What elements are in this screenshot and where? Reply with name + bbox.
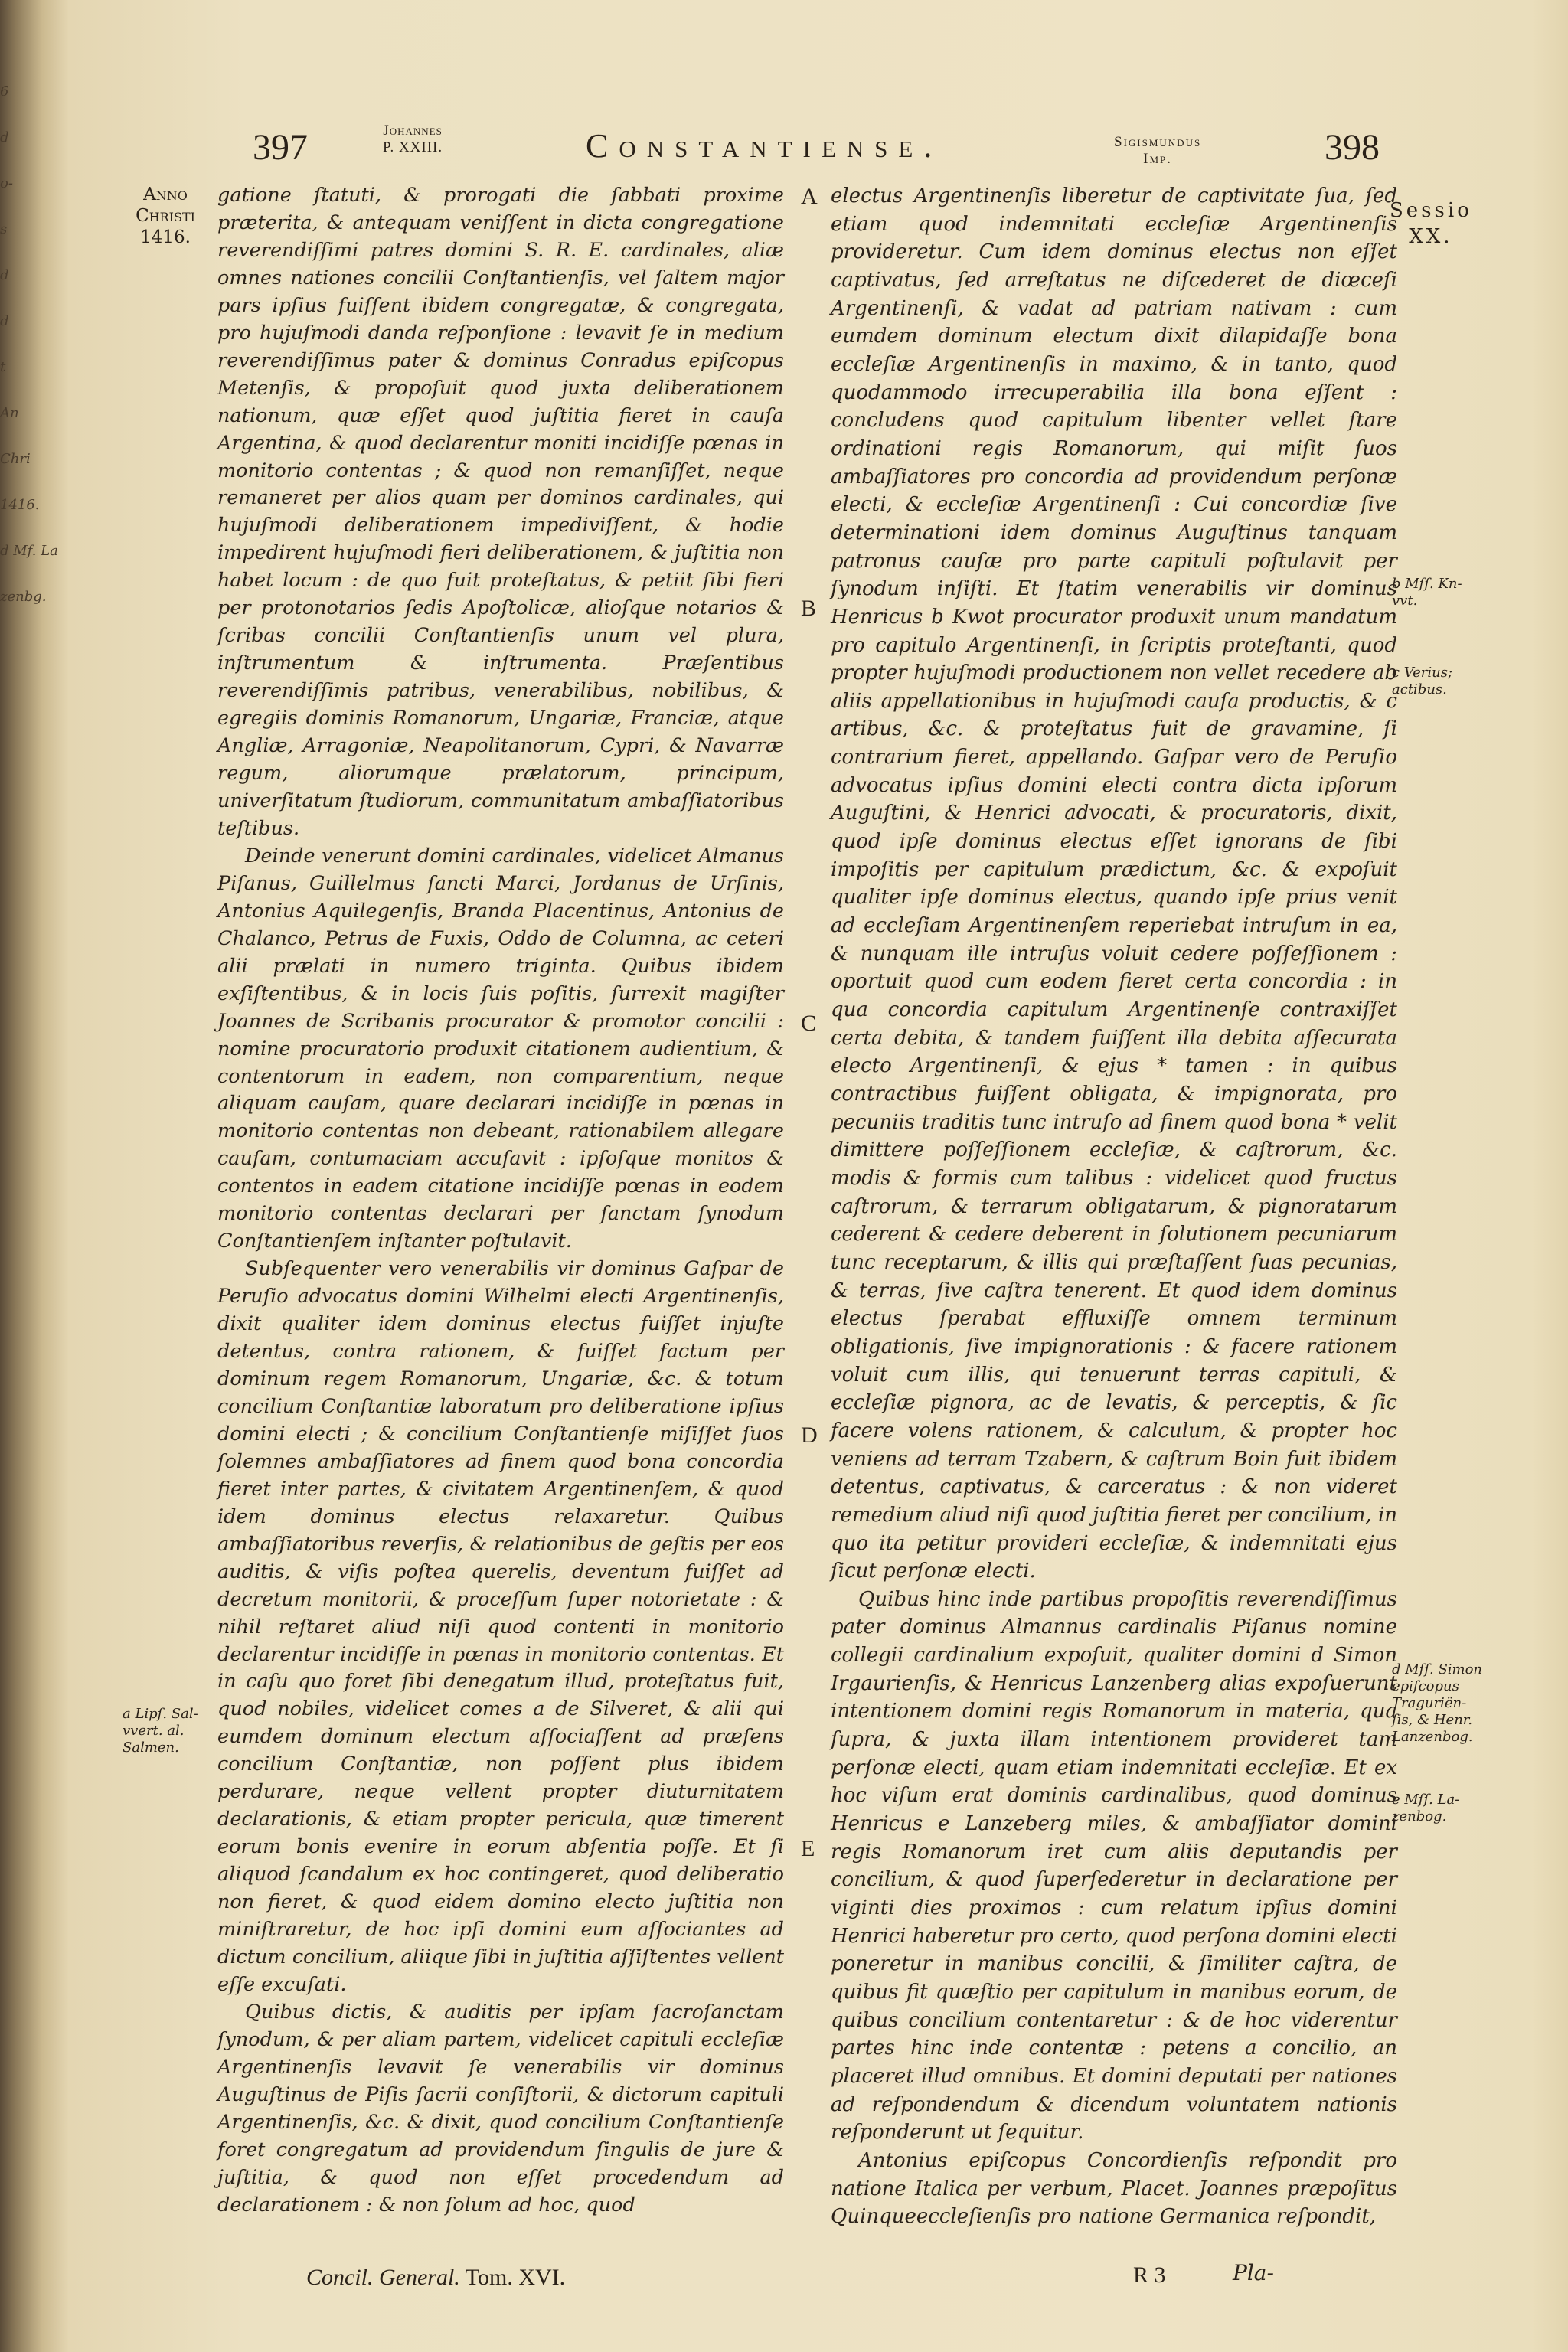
fragment: d bbox=[0, 267, 9, 283]
paragraph: gatione ſtatuti, & prorogati die ſabbati proxime præterita, & antequam veniſſent in dicta congregatione reverendiſſimi patres domini S. R. E. cardinales, aliæ omnes nationes concilii Conſtantienſis, vel ſaltem major pars ipſius fuiſſent ibidem congregatæ, & congregata, pro hujuſmodi danda reſponſione : levavit ſe in medium reverendiſſimus pater & dominus Conradus epiſcopus Metenſis, & propoſuit quod juxta deliberationem nationum, quæ eſſet quod juſtitia fieret in cauſa Argentina, & quod declarentur moniti incidiſſe pœnas in monitorio contentas ; & quod non remanſiſſet, neque remaneret per alios quam per dominos cardinales, qui hujuſmodi deliberationem impediviſſent, & hodie impedirent hujuſmodi fieri deliberationem, & juſtitia non habet locum : de quo fuit proteſtatus, & petiit ſibi fieri per protonotarios ſedis Apoſtolicæ, alioſque notarios & ſcribas concilii Conſtantienſis unum vel plura, inſtrumentum & inſtrumenta. Præſentibus reverendiſſimis patribus, venerabilibus, nobilibus, & egregiis dominis Romanorum, Ungariæ, Franciæ, atque Angliæ, Arragoniæ, Neapolitanorum, Cypri, & Navarræ regum, aliorumque prælatorum, principum, univerſitatum ſtudiorum, communitatum ambaſſiatoribus teſtibus. bbox=[217, 184, 784, 840]
left-column bbox=[217, 182, 784, 2220]
fragment: d Mf. La bbox=[0, 543, 58, 559]
note-line: ſis, & Henr. bbox=[1392, 1712, 1473, 1728]
paragraph: electus Argentinenſis liberetur de captivitate ſua, ſed etiam quod indemnitati eccleſiæ Argentinenſis provideretur. Cum idem dominus electus non eſſet captivatus, ſed arreſtatus ne diſcederet de diœceſi Argentinenſi, & vadat ad patriam nativam : cum eumdem dominum electum dixit dilapidaſſe bona eccleſiæ Argentinenſis in maximo, & in tanto, quod quodammodo irrecuperabilia illa bona eſſent : concludens quod capitulum libenter vellet ſtare ordinationi regis Romanorum, qui miſit ſuos ambaſſiatores pro concordia ad providendum perſonæ electi, & eccleſiæ Argentinenſi : Cui concordiæ ſive determinationi idem dominus Auguſtinus tanquam patronus cauſæ pro parte capituli poſtulavit per ſynodum inſiſti. Et ſtatim venerabilis vir dominus Henricus b Kwot procurator produxit unum mandatum pro capitulo Argentinenſi, in ſcriptis proteſtanti, quod propter hujuſmodi productionem non vellet recedere ab aliis appellationibus in hujuſmodi cauſa productis, & c artibus, &c. & proteſtatus fuit de gravamine, ſi contrarium fieret, appellando. Gaſpar vero de Peruſio advocatus ipſius domini electi contra dicta ipſorum Auguſtini, & Henrici advocati, & procuratoris, dixit, quod ipſe dominus electus eſſet ignorans de ſibi impoſitis per capitulum prædictum, &c. & expoſuit qualiter ipſe dominus electus, quando ipſe prius venit ad eccleſiam Argentinenſem reperiebat intruſum in ea, & nunquam ille intruſus voluit cedere poſſeſſionem : oportuit quod cum eodem fieret certa concordia : in qua concordia capitulum Argentinenſe contraxiſſet certa debita, & tandem fuiſſent illa debita aſſecurata electo Argentinenſi, & ejus * tamen : in quibus contractibus fuiſſent obligata, & impignorata, pro pecuniis traditis tunc intruſo ad finem quod bona * velit dimittere poſſeſſionem eccleſiæ, & caſtrorum, &c. modis & formis cum talibus : videlicet quod fructus caſtrorum, & terrarum obligatarum, & pignoratarum cederent & cedere deberent in ſolutionem pecuniarum tunc receptarum, & illis qui præſtaſſent ſuas pecunias, & terras, ſive caſtra tenerent. Et quod idem dominus electus ſperabat effluxiſſe omnem terminum obligationis, ſive impignorationis : & facere rationem voluit cum illis, qui tenuerunt terras capituli, & eccleſiæ pignora, ac de levatis, & perceptis, & ſic facere volens rationem, & calculum, & propter hoc veniens ad terram Tzabern, & caſtrum Boin fuit ibidem detentus, captivatus, & carceratus : & non videret remedium aliud niſi quod juſtitia fieret per concilium, in quo ita petitur provideri eccleſiæ, & indemnitati ejus ſicut perſonæ electi. bbox=[831, 185, 1397, 1583]
section-letter-b: B bbox=[801, 596, 817, 621]
catchword: Pla- bbox=[1233, 2260, 1274, 2285]
paragraph: Subſequenter vero venerabilis vir dominus Gaſpar de Peruſio advocatus domini Wilhelmi electi Argentinenſis, dixit qualiter idem dominus electus fuiſſet injuſte detentus, contra rationem, & fuiſſet factum per dominum regem Romanorum, Ungariæ, &c. & totum concilium Conſtantiæ laboratum pro deliberatione ipſius domini electi ; & concilium Conſtantienſe miſiſſet ſuos ſolemnes ambaſſiatores ad finem quod bona concordia fieret inter partes, & civitatem Argentinenſem, & quod idem dominus electus relaxaretur. Quibus ambaſſiatoribus reverſis, & relationibus de geſtis per eos auditis, & viſis poſtea querelis, deventum fuiſſet ad decretum monitorii, & proceſſum ſuper notorietate : & nihil reſtaret aliud niſi quod contenti in monitorio declarentur incidiſſe in pœnas in monitorio contentas. Et in caſu quo foret ſibi denegatum illud, proteſtatus fuit, quod nobiles, videlicet comes a de Silveret, & alii qui eumdem dominum electum aſſociaſſent ad præſens concilium Conſtantiæ, non poſſent plus ibidem perdurare, neque vellent propter diuturnitatem declarationis, & etiam propter pericula, quæ timerent eorum bonis evenire in eorum abſentia poſſe. Et ſi aliquod ſcandalum ex hoc contingeret, quod deliberatio non fieret, & quod eidem domino electo juſtitia non miniſtraretur, de hoc ipſi domini eum aſſociantes ad dictum concilium, aliique ſibi in juſtitia aſſiſtentes vellent eſſe excuſati. bbox=[217, 1257, 784, 1996]
sidenote-line: Christi bbox=[136, 206, 195, 226]
previous-page-edge bbox=[0, 69, 61, 2328]
paragraph: Deinde venerunt domini cardinales, videlicet Almanus Piſanus, Guillelmus ſancti Marci, Jordanus de Urſinis, Antonius Aquilegenſis, Branda Placentinus, Antonius de Chalanco, Petrus de Fuxis, Oddo de Columna, ac ceteri alii prælati in numero triginta. Quibus ibidem exſiſtentibus, & in locis ſuis poſitis, ſurrexit magiſter Joannes de Scribanis procurator & promotor concilii : nomine procuratorio produxit citationem audientium, & contentorum in eadem, non comparentium, neque aliquam cauſam, quare declarari incidiſſe in pœnas in monitorio contentas non debeant, rationabilem allegare cauſam, contumaciam accuſavit : ipſoſque monitos & contentos in eadem citatione incidiſſe pœnas in eodem monitorio contentas declarari per ſanctam ſynodum Conſtantienſem inſtanter poſtulavit. bbox=[217, 844, 784, 1253]
note-line: c Verius; bbox=[1392, 665, 1453, 681]
running-head-right bbox=[1114, 134, 1201, 168]
page-number-left: 397 bbox=[253, 127, 308, 168]
sidenote-anno-christi bbox=[115, 184, 216, 248]
fragment: s bbox=[0, 221, 8, 237]
sidenote-sessio bbox=[1390, 198, 1472, 250]
running-title: Constantiense. bbox=[586, 127, 943, 165]
signature-mark: R 3 bbox=[1133, 2262, 1166, 2288]
paragraph: Quibus hinc inde partibus propoſitis reverendiſſimus pater dominus Almannus cardinalis Piſanus nomine collegii cardinalium expoſuit, qualiter domini d Simon Irgaurienſis, & Henricus Lanzenberg alias expoſuerunt intentionem domini regis Romanorum in materia, qua ſupra, & juxta illam intentionem provideret tam perſonæ electi, quam etiam indemnitati eccleſiæ. Et ex hoc viſum erat dominis cardinalibus, quod dominus Henricus e Lanzeberg miles, & ambaſſiator domini regis Romanorum iret cum aliis deputandis per concilium, & quod ſuperſederetur in declaratione per viginti dies proximos : cum relatum ipſius domini Henrici haberetur pro certo, quod perſona domini electi poneretur in manibus concilii, & ſimiliter caſtra, de quibus fit quæſtio per capitulum in manibus eorum, de quibus concilium contentaretur : & de hoc viderentur partes hinc inde contentæ : petens a concilio, an placeret illud omnibus. Et domini deputati per nationes ad reſpondendum & dicendum voluntatem nationis reſponderunt ut ſequitur. bbox=[831, 1587, 1397, 2145]
fragment: 1416. bbox=[0, 497, 40, 513]
fragment: d bbox=[0, 313, 9, 329]
note-line: actibus. bbox=[1392, 681, 1447, 697]
footer-title: Concil. General. bbox=[306, 2265, 460, 2290]
footer bbox=[306, 2265, 565, 2291]
running-head-line: P. XXIII. bbox=[383, 139, 443, 155]
section-letter-a: A bbox=[801, 184, 818, 209]
paragraph: Quibus dictis, & auditis per ipſam ſacroſanctam ſynodum, & per aliam partem, videlicet capituli eccleſiæ Argentinenſis levavit ſe venerabilis vir dominus Auguſtinus de Piſis ſacrii conſiſtorii, & dictorum capituli Argentinenſis, &c. & dixit, quod concilium Conſtantienſe foret congregatum ad providendum ſingulis de jure & juſtitia, & quod non eſſet procedendum ad declarationem : & non ſolum ad hoc, quod bbox=[217, 2000, 784, 2216]
note-line: b Mſſ. Kn- bbox=[1392, 576, 1462, 592]
margin-note-a bbox=[122, 1706, 214, 1756]
note-line: a Lipſ. Sal- bbox=[122, 1706, 198, 1722]
sidenote-line: Anno bbox=[143, 185, 188, 204]
running-head-line: Imp. bbox=[1143, 151, 1173, 167]
fragment: Chri bbox=[0, 451, 31, 467]
note-line: zenbog. bbox=[1392, 1808, 1447, 1824]
running-head-line: Sigismundus bbox=[1114, 134, 1202, 150]
section-letter-e: E bbox=[801, 1836, 815, 1861]
fragment: d bbox=[0, 129, 9, 145]
right-column bbox=[831, 182, 1397, 2231]
paragraph: Antonius epiſcopus Concordienſis reſpondit pro natione Italica per verbum, Placet. Joannes præpoſitus Quinqueeccleſienſis pro natione Germanica reſpondit, bbox=[831, 2148, 1397, 2229]
fragment: zenbg. bbox=[0, 589, 47, 605]
section-letter-c: C bbox=[801, 1011, 817, 1036]
sidenote-line: Sessio bbox=[1390, 199, 1472, 222]
margin-note-c bbox=[1392, 665, 1545, 698]
sidenote-line: 1416. bbox=[140, 227, 191, 247]
fragment: An bbox=[0, 405, 19, 421]
note-line: Salmen. bbox=[122, 1740, 179, 1756]
note-line: Traguriën- bbox=[1392, 1695, 1467, 1711]
footer-volume: Tom. XVI. bbox=[465, 2265, 566, 2290]
sidenote-line: XX. bbox=[1409, 225, 1453, 248]
note-line: vvt. bbox=[1392, 593, 1418, 609]
fragment: 6 bbox=[0, 83, 9, 100]
fragment: o- bbox=[0, 175, 13, 191]
margin-note-d bbox=[1392, 1661, 1545, 1746]
note-line: d Mſſ. Simon bbox=[1392, 1661, 1483, 1677]
note-line: e Mſſ. La- bbox=[1392, 1792, 1460, 1808]
fragment: t bbox=[0, 359, 6, 375]
running-head-line: Johannes bbox=[383, 122, 443, 139]
margin-note-e bbox=[1392, 1792, 1545, 1825]
page-number-right: 398 bbox=[1325, 127, 1380, 168]
margin-note-b bbox=[1392, 576, 1545, 609]
note-line: epiſcopus bbox=[1392, 1678, 1459, 1694]
section-letter-d: D bbox=[801, 1423, 818, 1448]
running-head-left bbox=[383, 122, 443, 156]
note-line: Lanzenbog. bbox=[1392, 1729, 1473, 1745]
note-line: vvert. al. bbox=[122, 1723, 185, 1739]
